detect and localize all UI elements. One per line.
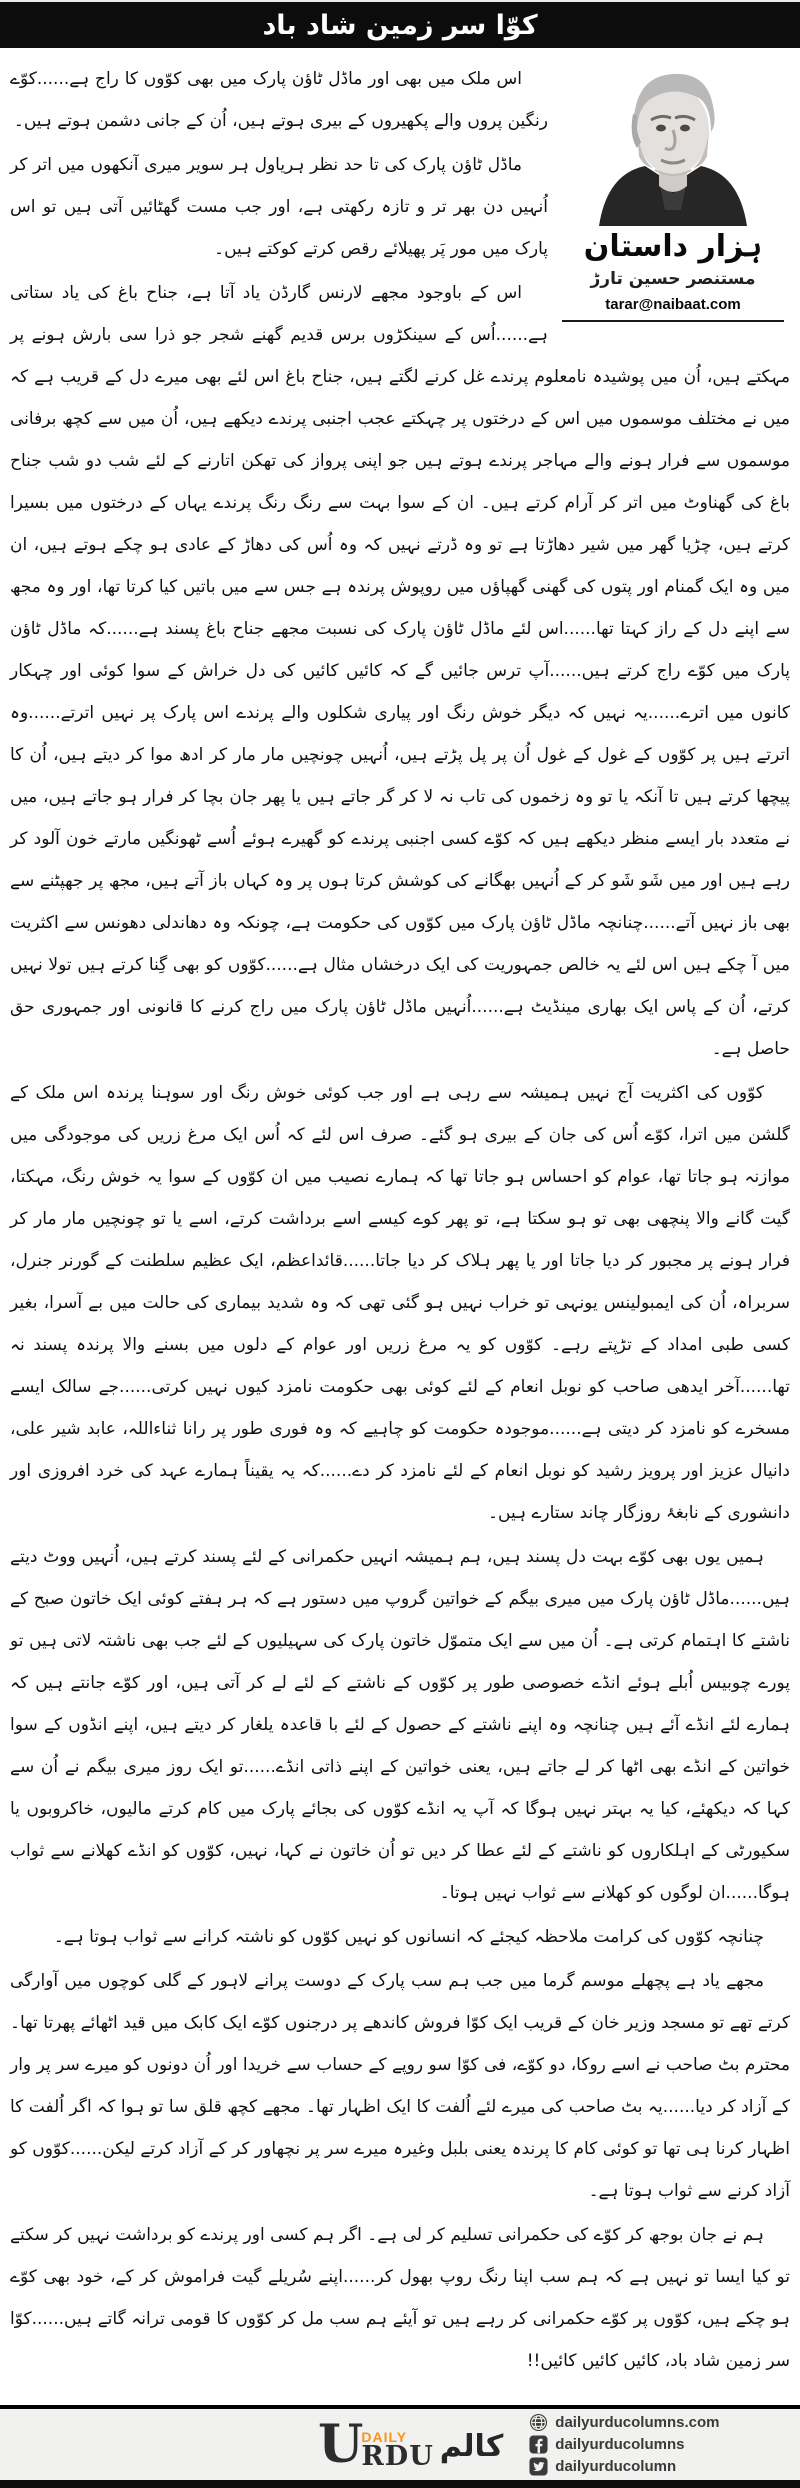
footer [0,2405,800,2488]
column-title-bar [0,0,800,48]
author-email-link[interactable]: tarar@naibaat.com [562,295,784,322]
author-block [562,58,784,322]
article-paragraph: اس کے باوجود مجھے لارنس گارڈن یاد آتا ہے، جناح باغ کی یاد ستاتی ہے......اُس کے سینکڑوں برس قدیم گھنے شجر جو ذرا سی بارش ہونے پر مہکتے ہیں، اُن میں پوشیدہ نامعلوم پرندے غل کرنے لگتے ہیں، جناح باغ اس لئے بھی میرے دل کے قریب ہے کہ میں نے مختلف موسموں میں اس کے درختوں پر چہکتے عجب اجنبی پرندے دیکھے ہیں، اُن میں سے کچھ برفانی موسموں سے فرار ہونے والے مہاجر پرندے ہوتے ہیں جو اپنی پرواز کی تھکن اتارنے کے لئے شب دو شب جناح باغ کی گھناوٹ میں اتر کر آرام کرتے ہیں۔ ان کے سوا بہت سے رنگ رنگ پرندے یہاں کے درختوں میں بسیرا کرتے ہیں، چڑیا گھر میں شیر دھاڑتا ہے تو وہ ڈرتے نہیں کہ وہ اُس کی دھاڑ کے عادی ہو چکے ہوتے ہیں، ان میں وہ ایک گمنام اور پتوں کی گھنی گھپاؤں میں روپوش پرندہ ہے جس سے میں باتیں کیا کرتا تھا، اور وہ مجھ سے اپنے دل کے راز کہتا تھا......اس لئے ماڈل ٹاؤن پارک کی نسبت مجھے جناح باغ پسند ہے......کہ ماڈل ٹاؤن پارک میں کوّے راج کرتے ہیں......آپ ترس جائیں گے کہ کائیں کائیں کی دل خراش کے سوا کوئی اور چہکار کانوں میں اترے......یہ نہیں کہ دیگر خوش رنگ اور پیاری شکلوں والے پرندے اس پارک پر نہیں اترتے......وہ اترتے ہیں پر کوّوں کے غول کے غول اُن پر پل پڑتے ہیں، اُنہیں چونچیں مار مار کر ادھ موا کر دیتے ہیں، اُن کا پیچھا کرتے ہیں تا آنکہ یا تو وہ زخموں کی تاب نہ لا کر گر جاتے ہیں یا پھر جان بچا کر فرار ہو جاتے ہیں، میں نے متعدد بار ایسے منظر دیکھے ہیں کہ کوّے کسی اجنبی پرندے کو گھیرے ہوئے اُسے ٹھونگیں مارتے خون آلود کر رہے ہیں اور میں شَو شَو کر کے اُنہیں بھگانے کی کوشش کرتا ہوں پر وہ کہاں باز آتے ہیں، مجھ پر جھپٹنے سے بھی باز نہیں آتے......چنانچہ ماڈل ٹاؤن پارک میں کوّوں کی حکومت ہے، چونکہ وہ دھاندلی دھونس سے اکثریت میں آ چکے ہیں اس لئے یہ خالص جمہوریت کی ایک درخشاں مثال ہے......کوّوں کو بھی گِنا کرتے ہیں تولا نہیں کرتے، اُن کے پاس ایک بھاری مینڈیٹ ہے......اُنہیں ماڈل ٹاؤن پارک میں راج کرنے کا قانونی اور جمہوری حق حاصل ہے۔ [10,283,790,1059]
article-paragraph: اس ملک میں بھی اور ماڈل ٹاؤن پارک میں بھی کوّوں کا راج ہے......کوّے رنگین پروں والے پکھیروں کے بیری ہوتے ہیں، اُن کے جانی دشمن ہوتے ہیں۔ [10,69,548,131]
website-url[interactable]: dailyurducolumns.com [555,2414,720,2431]
logo-rdu-text: RDU [361,2440,434,2472]
twitter-icon [529,2457,548,2476]
article-paragraph: کوّوں کی اکثریت آج نہیں ہمیشہ سے رہی ہے اور جب کوئی خوش رنگ اور سوہنا پرندہ اس ملک کے گلشن میں اترا، کوّے اُس کی جان کے بیری ہو گئے۔ صرف اس لئے کہ اُس ایک مرغ زریں کی موجودگی میں موازنہ ہو جاتا تھا، عوام کو احساس ہو جاتا تھا کہ ہمارے نصیب میں ان کوّوں کے سوا یہ خوش رنگ، مہکتا، گیت گانے والا پنچھی بھی تو ہو سکتا ہے، تو پھر کوے کیسے اسے برداشت کرتے، اسے یا تو چونچیں مار مار کر فرار ہونے پر مجبور کر دیا جاتا اور یا پھر ہلاک کر دیا جاتا......قائداعظم، ایک عظیم سلطنت کے گورنر جنرل، سربراہ، اُن کی ایمبولینس یونہی تو خراب نہیں ہو گئی تھی کہ وہ شدید بیماری کی حالت میں بے آسرا، بغیر کسی طبی امداد کے تڑپتے رہے۔ کوّوں کو یہ مرغ زریں اور عوام کے دلوں میں بسنے والا پرندہ پسند نہ تھا......آخر ایدھی صاحب کو نوبل انعام کے لئے کوئی بھی حکومت نامزد کیوں نہیں کرتی......جے سالک ایسے مسخرے کو نامزد کر دیتی ہے......موجودہ حکومت کو چاہیے کہ وہ فوری طور پر رانا ثناءاللہ، عابد شیر علی، دانیال عزیز اور پرویز رشید کو نوبل انعام کے لئے نامزد کر دے......کہ یہ یقیناً ہمارے عہد کی خرد افروزی اور دانشوری کے نابغۂ روزگار چاند ستارے ہیں۔ [10,1083,790,1523]
facebook-icon [529,2435,548,2454]
article-paragraphs [10,58,790,2382]
article-paragraph: ماڈل ٹاؤن پارک کی تا حد نظر ہریاول ہر سویر میری آنکھوں میں اتر کر اُنہیں دن بھر تر و تازہ رکھتی ہے، اور جب مست گھٹائیں آتی ہیں تو اس پارک میں مور پَر پھیلائے رقص کرتے کوکتے ہیں۔ [10,155,548,259]
column-name: ہزار داستان [583,229,763,264]
twitter-link-row[interactable] [529,2457,719,2476]
logo-daily-text: DAILY [361,2428,408,2445]
footer-inner [0,2409,800,2480]
author-photo [571,58,775,226]
website-link-row[interactable] [529,2413,719,2432]
daily-urdu-logo [318,2413,504,2475]
logo-letter-u: U [318,2413,364,2475]
facebook-link-row[interactable] [529,2435,719,2454]
article-paragraph: ہم نے جان بوجھ کر کوّے کی حکمرانی تسلیم کر لی ہے۔ اگر ہم کسی اور پرندے کو برداشت نہیں کر سکتے تو کیا ایسا تو نہیں ہے کہ ہم سب اپنا رنگ روپ بھول کر......اپنے سُریلے گیت فراموش کر کے، خود بھی کوّے ہو چکے ہیں، کوّوں پر کوّے حکمرانی کر رہے ہیں تو آیئے ہم سب مل کر کوّوں کا قومی ترانہ گاتے ہیں......کوّا سر زمین شاد باد، کائیں کائیں کائیں!! [10,2225,790,2371]
logo-kalam-calligraphy: کالم [439,2428,504,2464]
footer-bottom-bar [0,2480,800,2488]
article-paragraph: ہمیں یوں بھی کوّے بہت دل پسند ہیں، ہم ہمیشہ انہیں حکمرانی کے لئے پسند کرتے ہیں، اُنہیں ووٹ دیتے ہیں......ماڈل ٹاؤن پارک میں میری بیگم کے خواتین گروپ میں دستور ہے کہ ہر ہفتے کوئی ایک خاتون صبح کے ناشتے کا اہتمام کرتی ہے۔ اُن میں سے ایک متموّل خاتون پارک کی سہیلیوں کے لئے جب بھی ناشتہ لاتی ہیں تو پورے چوبیس اُبلے ہوئے انڈے خصوصی طور پر کوّوں کے ناشتے کے لئے لے کر آتی ہیں، اور کوّے جانتے ہیں کہ ہمارے لئے انڈے آئے ہیں چنانچہ وہ اپنے ناشتے کے حصول کے لئے با قاعدہ یلغار کر دیتے ہیں، اپنے انڈوں کے سوا خواتین کے انڈے بھی اٹھا کر لے جاتے ہیں، یعنی خواتین کے اپنے ذاتی انڈے......تو ایک روز میری بیگم نے اُن سے کہا کہ دیکھئے، کیا یہ بہتر نہیں ہوگا کہ آپ یہ انڈے کوّوں کی بجائے پارک میں کام کرتے مالیوں، خاکروبوں یا سکیورٹی کے اہلکاروں کو ناشتے کے لئے عطا کر دیں تو اُن خاتون نے کہا، نہیں، کوّوں کو انڈے کھلانے سے ثواب ہوگا......ان لوگوں کو کھلانے سے ثواب نہیں ہوتا۔ [10,1547,790,1903]
author-name: مستنصر حسین تارڑ [590,269,756,289]
facebook-handle[interactable]: dailyurducolumns [555,2436,685,2453]
column-title: کوّا سر زمین شاد باد [262,9,538,41]
social-links [529,2413,719,2476]
article-paragraph: چنانچہ کوّوں کی کرامت ملاحظہ کیجئے کہ انسانوں کو نہیں کوّوں کو ناشتہ کرانے سے ثواب ہوتا ہے۔ [53,1927,764,1947]
globe-icon [529,2413,548,2432]
article-paragraph: مجھے یاد ہے پچھلے موسم گرما میں جب ہم سب پارک کے دوست پرانے لاہور کے گلی کوچوں میں آوارگی کرتے تھے تو مسجد وزیر خان کے قریب ایک کوّا فروش کاندھے پر درجنوں کوّے ایک کابک میں قید اٹھائے پھرتا تھا۔ محترم بٹ صاحب نے اسے روکا، دو کوّے، فی کوّا سو روپے کے حساب سے خریدا اور اُن دونوں کو میرے سر پر وار کے آزاد کر دیا......یہ بٹ صاحب کی میرے لئے اُلفت کا ایک اظہار تھا۔ مجھے کچھ قلق سا تو ہوا کہ اگر اُلفت کا اظہار کرنا ہی تھا تو کوئی کام کا پرندہ یعنی بلبل وغیرہ میرے سر پر نچھاور کر کے آزاد کرتے لیکن......کوّوں کو آزاد کرنے سے ثواب ہوتا ہے۔ [10,1971,790,2201]
article-body [0,48,800,2405]
twitter-handle[interactable]: dailyurducolumn [555,2458,677,2475]
